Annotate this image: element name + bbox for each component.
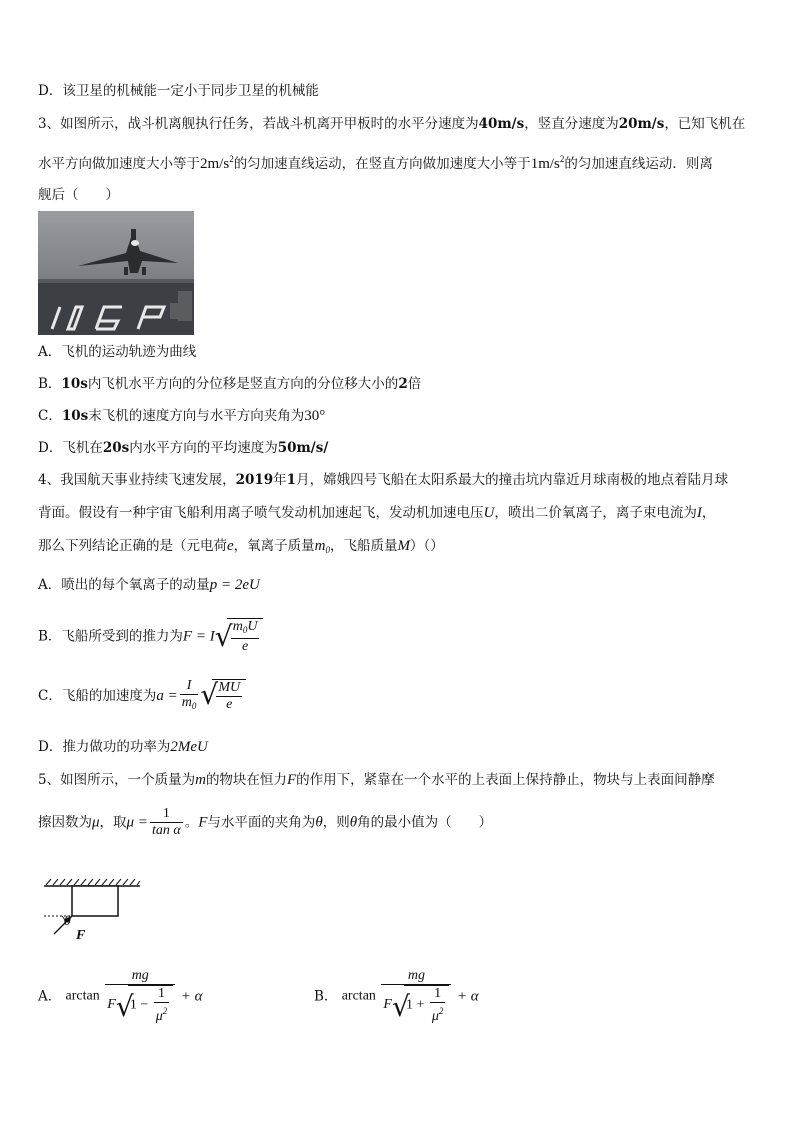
text: 内水平方向的平均速度为	[129, 440, 278, 456]
math-mu: μ	[92, 814, 100, 831]
answer-b-expr: arctan mg F √ 1 + $\frac{1}{\mu^2}$ + α	[341, 968, 479, 1024]
text: 内飞机水平方向的分位移是竖直方向的分位移大小的	[87, 376, 399, 392]
text: 角的最小值为（ ）	[357, 814, 493, 831]
text: 1	[286, 472, 297, 488]
text: 的匀加速直线运动，在竖直方向做加速度大小等于	[233, 156, 531, 172]
q4-stem-line1	[38, 470, 728, 490]
q3-option-c	[38, 406, 325, 426]
text: 2	[398, 376, 408, 392]
text: D．该卫星的机械能一定小于同步卫星的机械能	[38, 83, 319, 99]
math-m: m	[195, 772, 206, 788]
text: 3、如图所示，战斗机离舰执行任务，若战斗机离开甲板时的水平分速度为	[38, 116, 479, 132]
math-m0: $m_0$	[314, 538, 331, 555]
text: ，氧离子质量	[233, 538, 315, 554]
text: 40m/s	[478, 116, 525, 132]
text: 擦因数为	[38, 814, 92, 831]
math-sqrt: √ $\frac{MU}{e}$	[200, 679, 246, 713]
math-mu-eq: μ =	[126, 814, 148, 831]
math-M: M	[397, 538, 411, 554]
text: 4、我国航天事业持续飞速发展，	[38, 472, 236, 488]
text: 那么下列结论正确的是（元电荷	[38, 538, 227, 554]
q5-option-a	[38, 968, 203, 1028]
text: 20m/s	[618, 116, 665, 132]
force-label: F	[76, 928, 86, 943]
q4-option-a	[38, 575, 260, 595]
q4-option-d	[38, 737, 208, 757]
text: 5、如图所示，一个质量为	[38, 772, 196, 788]
text: A．	[38, 988, 62, 1005]
fighter-jet-photo	[38, 211, 194, 335]
text: ，竖直分速度为	[524, 116, 619, 132]
text: 末飞机的速度方向与水平方向夹角为	[88, 408, 305, 424]
q5-stem-line1	[38, 770, 715, 790]
text: 水平方向做加速度大小等于	[38, 156, 200, 172]
text: B．	[38, 376, 62, 392]
text: 倍	[407, 376, 422, 392]
q3-option-d	[38, 438, 328, 458]
q3-option-b	[38, 374, 421, 394]
q3-stem-line3	[38, 185, 119, 205]
math-U: U	[483, 505, 495, 521]
q5-option-b	[314, 968, 479, 1028]
text: ）（）	[410, 538, 444, 554]
accel-horizontal: $2m/s^2$	[200, 154, 234, 172]
text: B．飞船所受到的推力为	[38, 628, 183, 645]
text: D．推力做功的功率为	[38, 739, 171, 755]
math-sqrt: √ $\frac{m_0U}{e}$	[215, 618, 264, 655]
text: D．飞机在	[38, 440, 103, 456]
text: 30°	[304, 408, 326, 424]
q2-option-d	[38, 81, 319, 101]
text: C．飞船的加速度为	[38, 688, 157, 704]
text: ，则	[322, 814, 350, 831]
q3-option-a	[38, 342, 196, 362]
q4-stem-line2: 背面。假设有一种宇宙飞船利用离子喷气发动机加速起飞，发动机加速电压U，喷出二价氧离子，离子束电流为I，	[38, 505, 716, 521]
accel-vertical: $1m/s^2$	[530, 154, 565, 172]
text: A．飞机的运动轨迹为曲线	[38, 344, 197, 360]
q3-stem-line2	[38, 149, 713, 174]
math-frac: $\frac{I}{m_0}$	[181, 678, 197, 711]
math-frac: $\frac{1}{\text{tan α}}$	[151, 806, 181, 838]
theta-label: θ	[64, 914, 71, 929]
math-F: F	[198, 814, 208, 831]
text: 与水平面的夹角为	[207, 814, 316, 831]
math-power: 2MeU	[170, 739, 208, 755]
math-e: e	[227, 538, 234, 554]
math-accel-lhs: a =	[156, 688, 178, 704]
text: 背面。假设有一种宇宙飞船利用离子喷气发动机加速起飞，发动机加速电压	[38, 505, 484, 521]
text: 的匀加速直线运动．则离	[564, 156, 713, 172]
text: ，已知飞机在	[664, 116, 746, 132]
math-F: F	[286, 772, 297, 788]
text: 的作用下，紧靠在一个水平的上表面上保持静止，物块与上表面间静摩	[296, 772, 715, 788]
q3-stem-line1	[38, 114, 745, 134]
text: B．	[314, 988, 338, 1005]
text: 。	[184, 814, 199, 831]
q4-option-c	[38, 678, 246, 722]
math-theta: θ	[349, 814, 358, 831]
text: 年	[273, 472, 287, 488]
text: ，取	[99, 814, 127, 831]
answer-a-expr: arctan mg F √ 1 − $\frac{1}{\mu^2}$ + α	[65, 968, 203, 1024]
math-theta: θ	[315, 814, 323, 831]
text: 舰后（ ）	[38, 187, 119, 203]
text: 50m/s/	[277, 440, 329, 456]
text: A．喷出的每个氧离子的动量	[38, 577, 210, 593]
text: 2019	[235, 472, 274, 488]
q5-stem-line2	[38, 806, 492, 846]
text: 10s	[61, 376, 88, 392]
text: 的物块在恒力	[205, 772, 287, 788]
text: 月，嫦娥四号飞船在太阳系最大的撞击坑内靠近月球南极的地点着陆月球	[296, 472, 729, 488]
math-momentum: p = 2eU	[209, 577, 260, 593]
text: 20s	[102, 440, 130, 456]
text: ，飞船质量	[330, 538, 398, 554]
block-force-diagram	[40, 876, 150, 952]
text: ，喷出二价氧离子，离子束电流为	[494, 505, 697, 521]
text: C．	[38, 408, 62, 424]
text: 10s	[61, 408, 89, 424]
math-force-lhs: F = I	[182, 628, 215, 645]
math-I: I	[696, 505, 702, 521]
q4-stem-line3	[38, 536, 444, 560]
q4-option-b	[38, 618, 263, 662]
